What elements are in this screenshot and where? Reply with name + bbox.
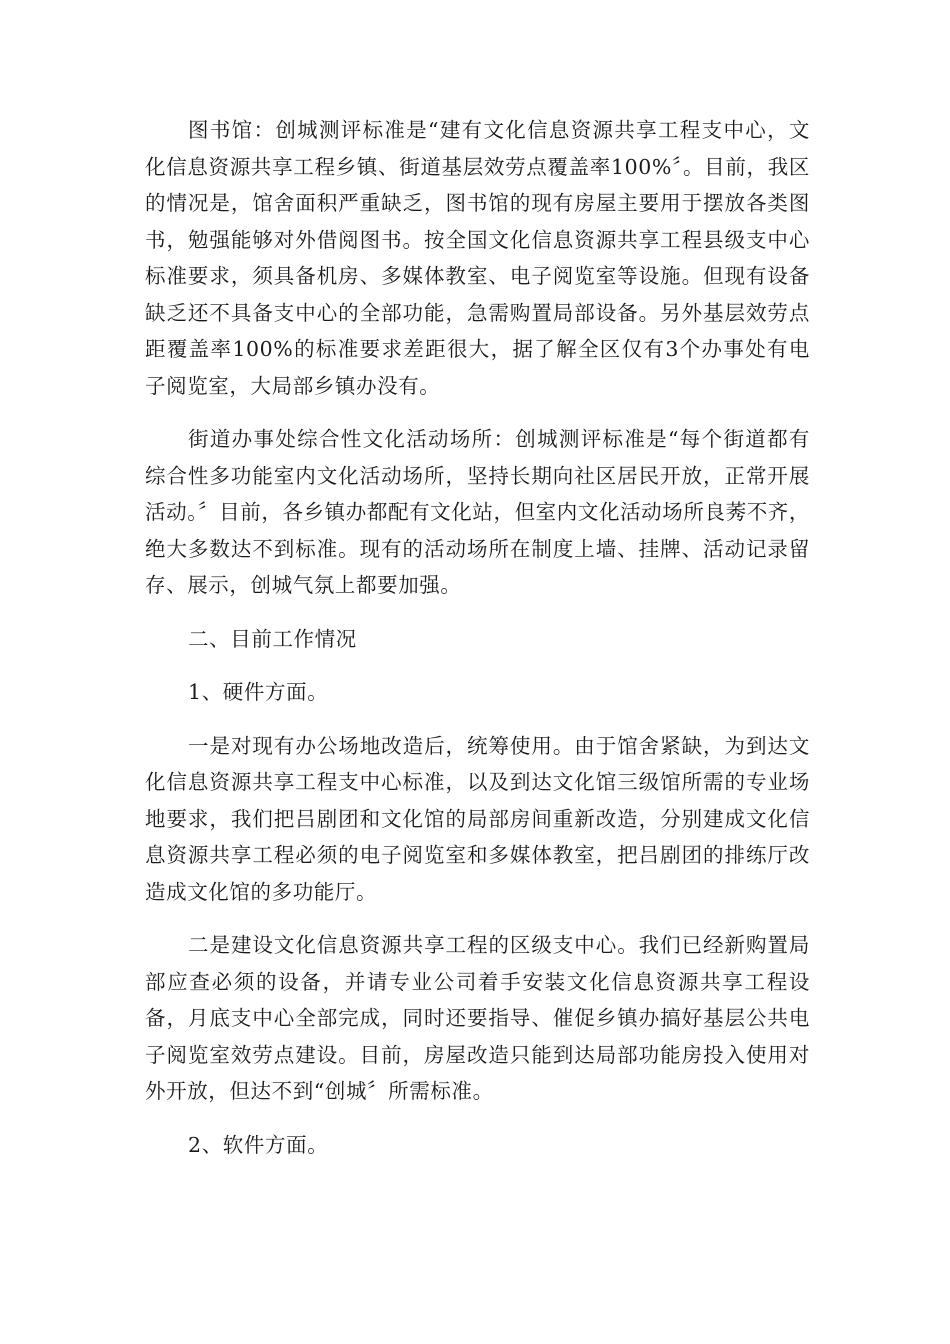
document-body <box>145 112 810 1180</box>
paragraph-street-office-venue: 街道办事处综合性文化活动场所：创城测评标准是“每个街道都有综合性多功能室内文化活动场所，坚持长期向社区居民开放，正常开展活动。〞目前，各乡镇办都配有文化站，但室内文化活动场所良莠不齐，绝大多数达不到标准。现有的活动场所在制度上墙、挂牌、活动记录留存、展示，创城气氛上都要加强。 <box>145 427 810 597</box>
subheading-software: 2、软件方面。 <box>188 1132 329 1157</box>
section-heading-current-work: 二、目前工作情况 <box>188 626 357 651</box>
paragraph-district-subcenter: 二是建设文化信息资源共享工程的区级支中心。我们已经新购置局部应查必须的设备，并请专业公司着手安装文化信息资源共享工程设备，月底支中心全部完成，同时还要指导、催促乡镇办搞好基层公共电子阅览室效劳点建设。目前，房屋改造只能到达局部功能房投入使用对外开放，但达不到“创城〞所需标准。 <box>145 933 810 1103</box>
paragraph-office-renovation: 一是对现有办公场地改造后，统筹使用。由于馆舍紧缺，为到达文化信息资源共享工程支中心标准，以及到达文化馆三级馆所需的专业场地要求，我们把吕剧团和文化馆的局部房间重新改造，分别建成文化信息资源共享工程必须的电子阅览室和多媒体教室，把吕剧团的排练厅改造成文化馆的多功能厅。 <box>145 733 810 904</box>
paragraph-library: 图书馆：创城测评标准是“建有文化信息资源共享工程支中心，文化信息资源共享工程乡镇、街道基层效劳点覆盖率100%〞。目前，我区的情况是，馆舍面积严重缺乏，图书馆的现有房屋主要用于摆放各类图书，勉强能够对外借阅图书。按全国文化信息资源共享工程县级支中心标准要求，须具备机房、多媒体教室、电子阅览室等设施。但现有设备缺乏还不具备支中心的全部功能，急需购置局部设备。另外基层效劳点距覆盖率100%的标准要求差距很大，据了解全区仅有3个办事处有电子阅览室，大局部乡镇办没有。 <box>145 118 810 398</box>
subheading-hardware: 1、硬件方面。 <box>188 680 329 704</box>
